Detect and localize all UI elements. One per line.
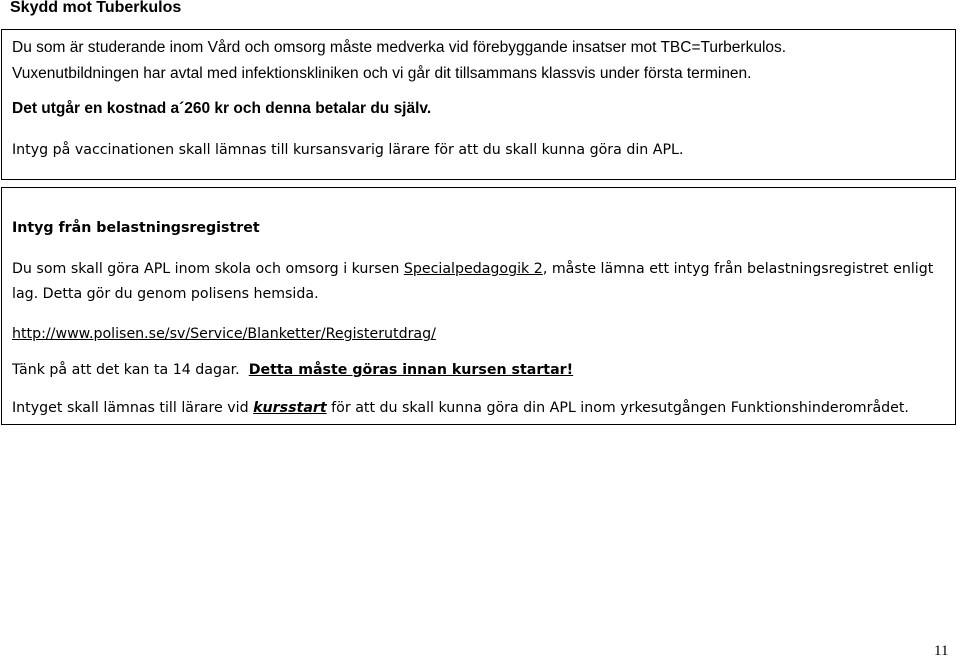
tbc-certificate-line: Intyg på vaccinationen skall lämnas till kursansvarig lärare för att du skall kunna göra din APL.: [12, 142, 684, 158]
tbc-intro-line: Du som är studerande inom Vård och omsorg måste medverka vid förebyggande insatser mot TBC=Turberkulos.: [12, 39, 787, 56]
register-requirement-text-end: , måste lämna ett intyg från belastningsregistret enligt: [542, 261, 934, 277]
kursstart-emphasis: kursstart: [253, 400, 327, 416]
tuberkulos-info-box: [1, 29, 956, 180]
tbc-agreement-line: Vuxenutbildningen har avtal med infektionskliniken och vi går dit tillsammans klassvis under första terminen.: [12, 65, 752, 82]
processing-time-line: [12, 360, 573, 380]
belastningsregister-info-box: [1, 187, 956, 425]
course-name: Specialpedagogik 2: [403, 261, 543, 277]
submission-text-end: för att du skall kunna göra din APL inom yrkesutgången Funktionshinderområdet.: [326, 400, 909, 416]
register-requirement-line: [12, 259, 933, 279]
page-number: 11: [934, 643, 949, 659]
section-title-belastningsregistret: Intyg från belastningsregistret: [12, 220, 260, 236]
register-method-line: lag. Detta gör du genom polisens hemsida.: [12, 286, 319, 302]
deadline-note: Detta måste göras innan kursen startar!: [248, 362, 574, 378]
processing-time-note: Tänk på att det kan ta 14 dagar.: [12, 362, 249, 378]
register-requirement-text: Du som skall göra APL inom skola och omsorg i kursen: [12, 261, 404, 277]
section-title-tuberkulos: Skydd mot Tuberkulos: [10, 0, 182, 16]
polisen-register-link[interactable]: http://www.polisen.se/sv/Service/Blanketter/Registerutdrag/: [12, 326, 436, 342]
submission-line: [12, 398, 909, 418]
submission-text-start: Intyget skall lämnas till lärare vid: [12, 400, 254, 416]
tbc-cost-line: Det utgår en kostnad a´260 kr och denna betalar du själv.: [12, 100, 432, 117]
